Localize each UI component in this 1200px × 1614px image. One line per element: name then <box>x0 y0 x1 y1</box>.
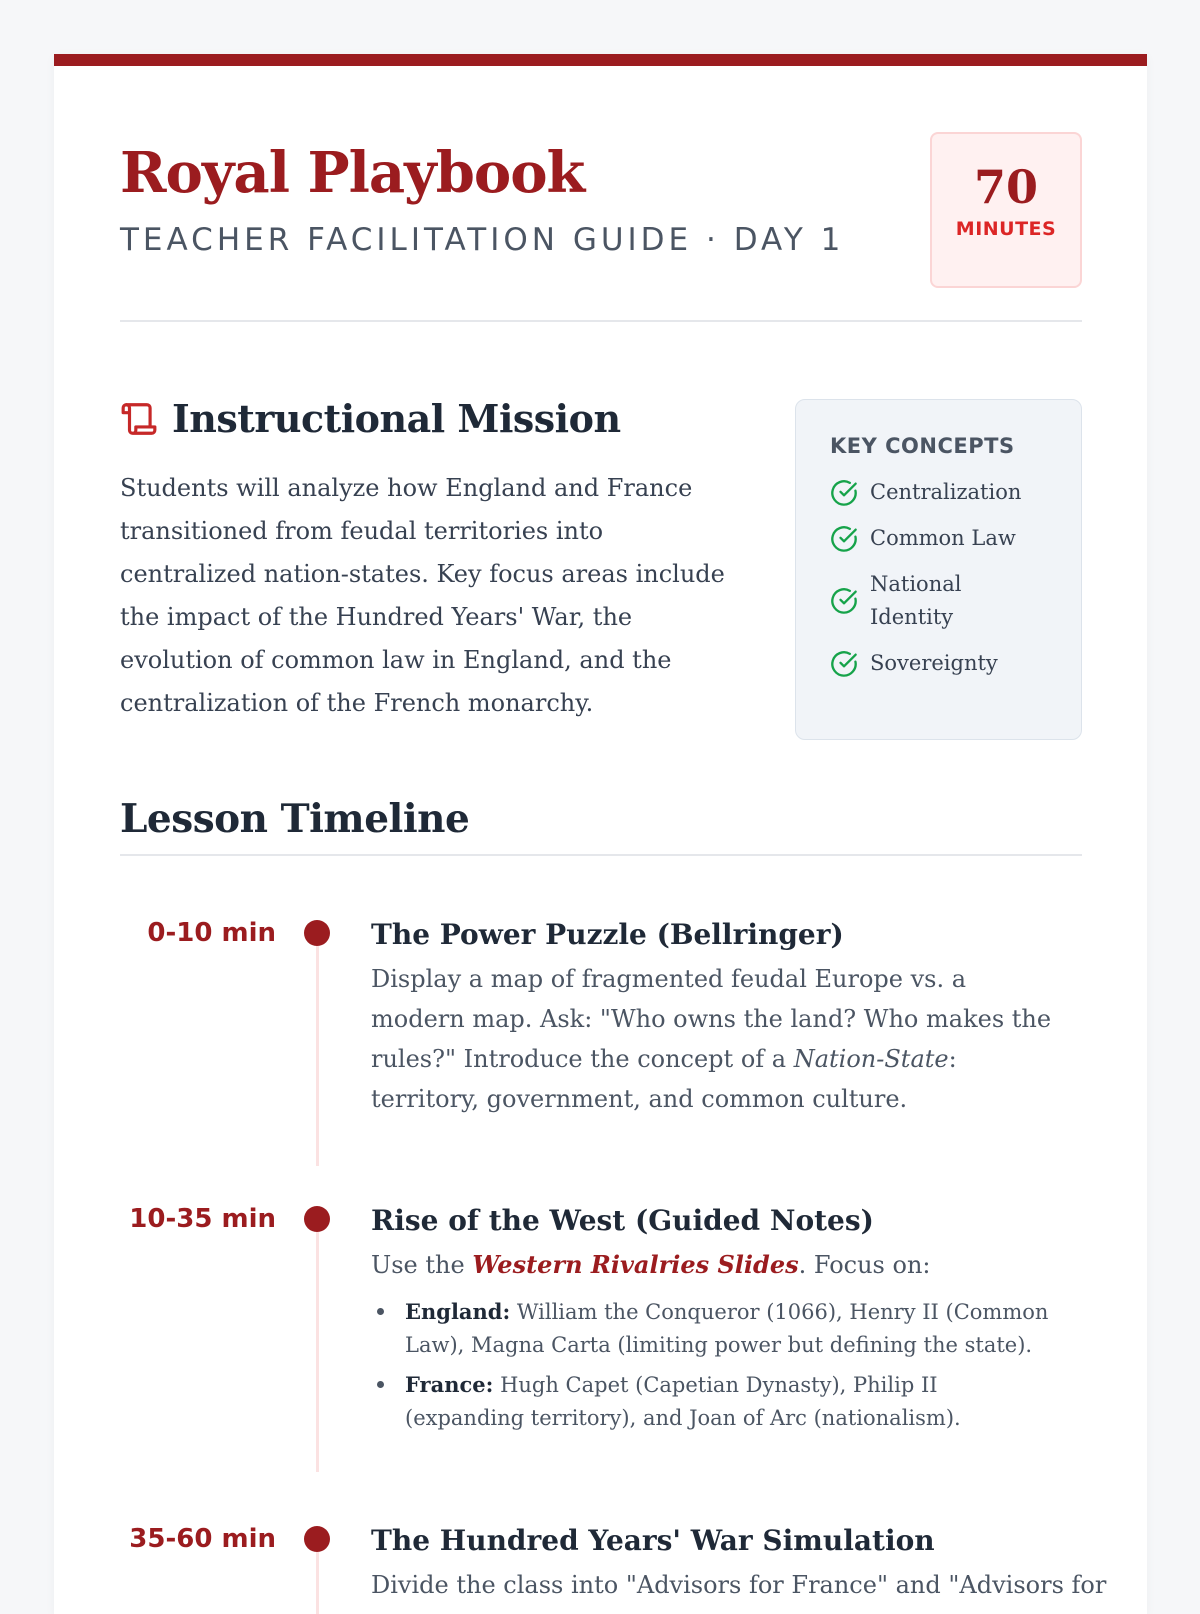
entry-time: 10-35 min <box>129 1204 276 1234</box>
mission-heading-text: Instructional Mission <box>172 396 621 441</box>
entry-time: 35-60 min <box>129 1524 276 1554</box>
timeline-line <box>316 1552 319 1614</box>
concept-item <box>830 522 1050 555</box>
check-circle-icon <box>830 479 858 507</box>
concept-item <box>830 476 1050 509</box>
concept-item <box>830 647 1050 680</box>
entry-title: The Hundred Years' War Simulation <box>371 1524 935 1557</box>
timeline-dot <box>304 920 330 946</box>
timeline-dot <box>304 1206 330 1232</box>
concept-item <box>830 568 980 634</box>
key-concepts-panel <box>795 399 1082 740</box>
mission-text: Students will analyze how England and France transitioned from feudal territories into centralized nation-states. Key focus areas include the impact of the Hundred Years' War, the evolution of common law in England, and the centralization of the French monarchy. <box>120 474 725 717</box>
concept-label: National Identity <box>870 572 962 629</box>
entry-text: Use the Western Rivalries Slides. Focus on: <box>371 1250 931 1279</box>
entry-title: The Power Puzzle (Bellringer) <box>371 918 844 951</box>
duration-badge <box>930 132 1082 288</box>
entry-text: Display a map of fragmented feudal Europe vs. a modern map. Ask: "Who owns the land? Who makes the rules?" Introduce the concept of a Nation-State: territory, government, and common culture. <box>371 965 1052 1113</box>
check-circle-icon <box>830 525 858 553</box>
scroll-icon <box>120 400 158 438</box>
focus-list <box>371 1295 1061 1435</box>
entry-body <box>371 918 1061 1119</box>
page-subtitle: TEACHER FACILITATION GUIDE · DAY 1 <box>120 222 845 258</box>
concept-label: Sovereignty <box>870 651 998 675</box>
check-circle-icon <box>830 587 858 615</box>
list-item: England: William the Conqueror (1066), Henry II (Common Law), Magna Carta (limiting power but defining the state). <box>371 1295 1061 1362</box>
page-title: Royal Playbook <box>120 140 585 206</box>
key-concepts-title: KEY CONCEPTS <box>830 434 1015 458</box>
concept-label: Common Law <box>870 526 1016 550</box>
timeline-line <box>316 946 319 1166</box>
western-rivalries-slides-link[interactable]: Western Rivalries Slides <box>472 1250 799 1279</box>
timeline-dot <box>304 1526 330 1552</box>
entry-body <box>371 1204 1061 1441</box>
entry-body <box>371 1524 1107 1605</box>
concept-label: Centralization <box>870 480 1022 504</box>
list-item: France: Hugh Capet (Capetian Dynasty), Philip II (expanding territory), and Joan of Arc (nationalism). <box>371 1368 1061 1435</box>
timeline-line <box>316 1232 319 1472</box>
key-concepts-list <box>830 476 1081 680</box>
duration-label: MINUTES <box>955 218 1057 240</box>
guide-page <box>54 54 1147 1614</box>
instructional-mission <box>120 396 740 725</box>
entry-time: 0-10 min <box>147 918 276 948</box>
entry-text: Divide the class into "Advisors for France" and "Advisors for <box>371 1571 1107 1599</box>
nation-state-term: Nation-State <box>793 1045 949 1073</box>
mission-heading <box>120 396 740 441</box>
page-header <box>120 132 1082 322</box>
check-circle-icon <box>830 650 858 678</box>
timeline-heading: Lesson Timeline <box>120 796 1082 856</box>
entry-title: Rise of the West (Guided Notes) <box>371 1204 874 1237</box>
duration-value: 70 <box>973 160 1038 214</box>
